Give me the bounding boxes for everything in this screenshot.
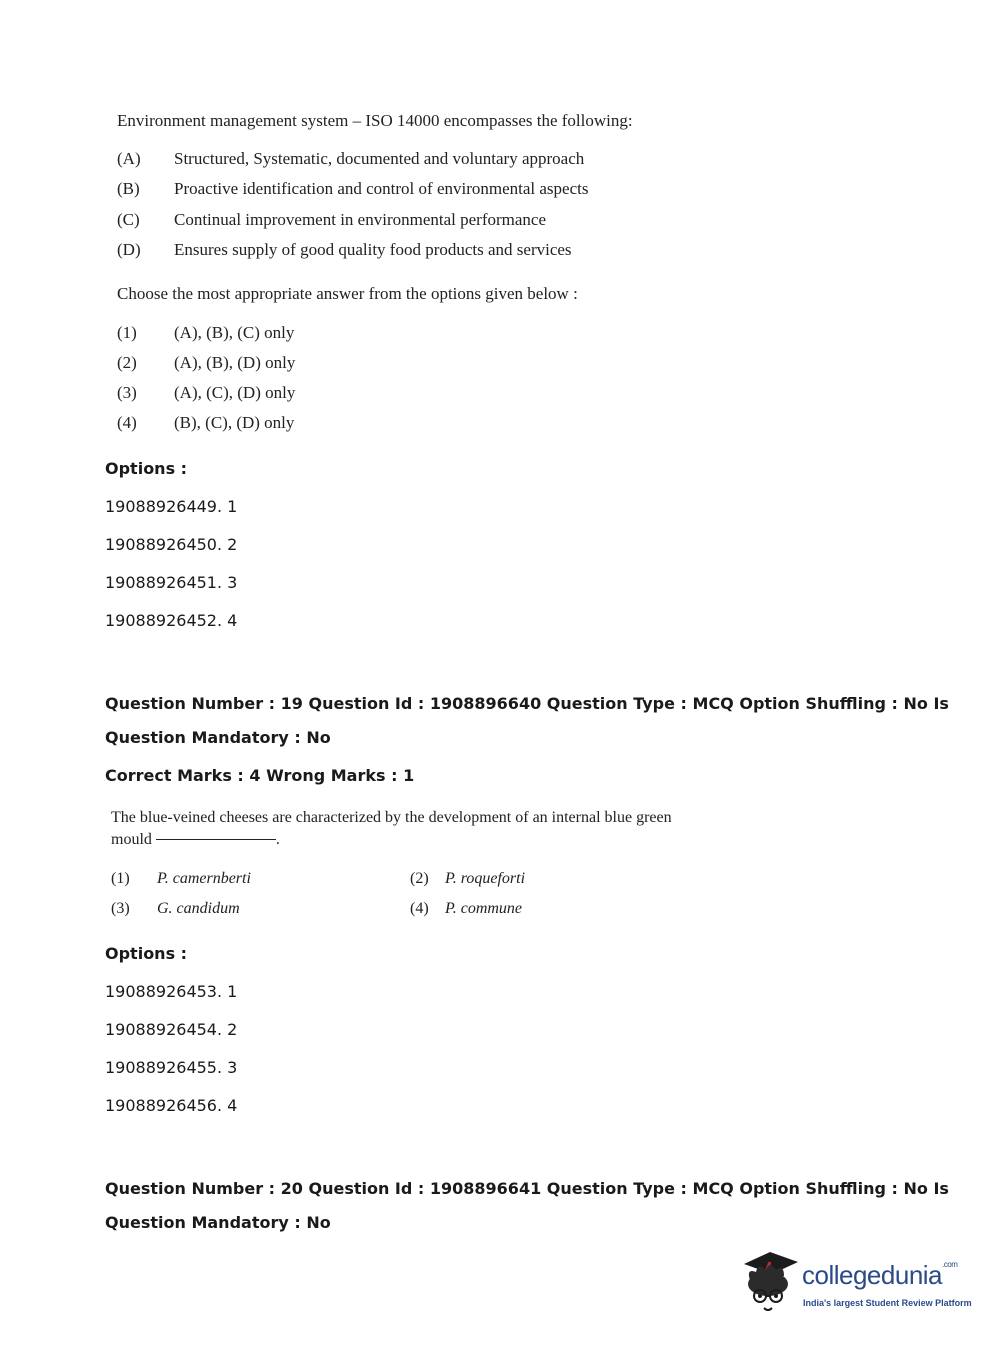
q18-statement-b: (B) Proactive identification and control of environmental aspects [117,179,589,198]
q18-statement-d: (D) Ensures supply of good quality food products and services [117,240,572,259]
logo-tagline: India's largest Student Review Platform [803,1298,972,1308]
q19-choice-3: (3) G. candidum [111,900,240,917]
q19-stem-line1: The blue-veined cheeses are characterized by the development of an internal blue green [111,809,672,826]
logo-suffix: .com [942,1260,958,1269]
q19-option-1: 19088926453. 1 [105,982,238,1001]
q18-option-1: 19088926449. 1 [105,497,238,516]
q20-meta-line2: Question Mandatory : No [105,1213,331,1232]
q19-choice-1: (1) P. camernberti [111,870,251,887]
q19-option-4: 19088926456. 4 [105,1096,238,1115]
q18-stem: Environment management system – ISO 14000 encompasses the following: [117,111,633,130]
q19-choice-4: (4) P. commune [410,900,523,917]
q18-statement-c: (C) Continual improvement in environmental performance [117,210,546,229]
q18-choice-4: (4) (B), (C), (D) only [117,413,295,432]
q18-option-3: 19088926451. 3 [105,573,238,592]
q18-option-4: 19088926452. 4 [105,611,238,630]
logo-wordmark: collegedunia$^{.com}$ [802,1260,958,1290]
q18-choose-instruction: Choose the most appropriate answer from the options given below : [117,284,578,303]
mascot-icon [740,1248,802,1316]
q19-marks: Correct Marks : 4 Wrong Marks : 1 [105,766,415,785]
q18-choice-3: (3) (A), (C), (D) only [117,383,296,402]
q18-choice-2: (2) (A), (B), (D) only [117,353,296,372]
q19-stem-line2: mould . [111,831,280,848]
q19-meta-line2: Question Mandatory : No [105,728,331,747]
q18-option-2: 19088926450. 2 [105,535,238,554]
q19-meta-line1: Question Number : 19 Question Id : 1908896640 Question Type : MCQ Option Shuffling : No Is [105,694,949,713]
collegedunia-logo[interactable] [740,1248,970,1320]
q19-option-2: 19088926454. 2 [105,1020,238,1039]
q19-options-heading: Options : [105,944,188,963]
q19-choice-2: (2) P. roqueforti [410,870,526,887]
q19-blank-line [156,839,276,840]
q20-meta-line1: Question Number : 20 Question Id : 1908896641 Question Type : MCQ Option Shuffling : No Is [105,1179,949,1198]
q18-choice-1: (1) (A), (B), (C) only [117,323,295,342]
q18-statement-a: (A) Structured, Systematic, documented and voluntary approach [117,149,585,168]
q19-option-3: 19088926455. 3 [105,1058,238,1077]
q18-options-heading: Options : [105,459,188,478]
